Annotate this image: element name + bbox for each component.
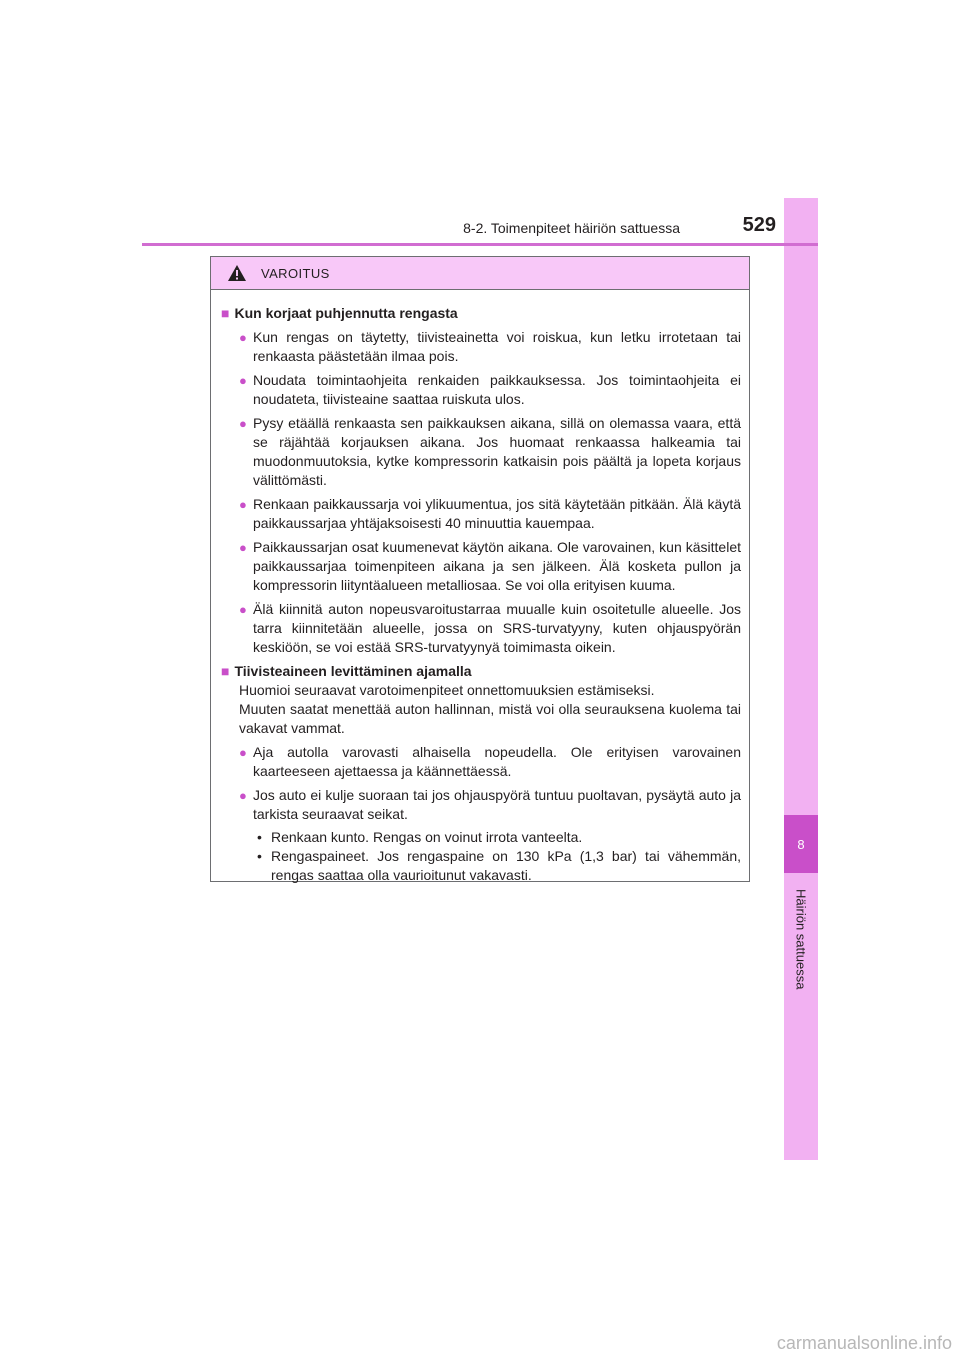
section-heading: 8-2. Toimenpiteet häiriön sattuessa xyxy=(463,220,680,236)
dot-bullet-icon: • xyxy=(257,829,262,845)
list-item: ● Aja autolla varovasti alhaisella nopeudella. Ole erityisen varovainen kaarteeseen ajettaessa ja käännettäessä. xyxy=(239,744,741,779)
header-rule xyxy=(142,243,818,246)
list-item: ● Noudata toimintaohjeita renkaiden paikkauksessa. Jos toimintaohjeita ei noudateta, tiivisteaine saattaa ruiskuta ulos. xyxy=(239,372,741,407)
list-item: ● Paikkaussarjan osat kuumenevat käytön aikana. Ole varovainen, kun käsittelet paikkaussarjaa toimenpiteen aikana ja sen jälkeen. Älä kosketa pullon ja kompressorin liityntäalueen metalliosaa. Se voi olla erityisen kuuma. xyxy=(239,539,741,593)
circle-bullet-icon: ● xyxy=(239,540,247,555)
circle-bullet-icon: ● xyxy=(239,602,247,617)
square-bullet-icon: ■ xyxy=(221,663,230,679)
list-item: ● Pysy etäällä renkaasta sen paikkauksen aikana, sillä on olemassa vaara, että se räjähtää korjauksen aikana. Jos huomaat renkaassa halkeamia tai muodonmuutoksia, kytke kompressorin katkaisin pois päältä ja lopeta korjaus välittömästi. xyxy=(239,415,741,488)
page-number: 529 xyxy=(742,214,776,236)
circle-bullet-icon: ● xyxy=(239,330,247,345)
warning-header xyxy=(211,257,749,290)
chapter-title-vertical xyxy=(784,878,818,1000)
intro-text: Huomioi seuraavat varotoimenpiteet onnettomuuksien estämiseksi. xyxy=(239,682,655,698)
circle-bullet-icon: ● xyxy=(239,416,247,431)
circle-bullet-icon: ● xyxy=(239,788,247,803)
circle-bullet-icon: ● xyxy=(239,497,247,512)
list-item: ● Renkaan paikkaussarja voi ylikuumentua, jos sitä käytetään pitkään. Älä käytä paikkaussarjaa yhtäjaksoisesti 40 minuuttia kauempaa. xyxy=(239,496,741,531)
chapter-number: 8 xyxy=(784,815,818,873)
warning-body xyxy=(211,290,749,885)
section-title-sealant: ■ Tiivisteaineen levittäminen ajamalla xyxy=(221,663,472,679)
sub-list-item: • Renkaan kunto. Rengas on voinut irrota vanteelta. xyxy=(257,829,583,845)
warning-triangle-icon xyxy=(227,264,247,282)
intro-text: Muuten saatat menettää auton hallinnan, mistä voi olla seurauksena kuolema tai vakavat vammat. xyxy=(239,701,741,736)
circle-bullet-icon: ● xyxy=(239,373,247,388)
warning-box xyxy=(210,256,750,882)
circle-bullet-icon: ● xyxy=(239,745,247,760)
sub-list-item: • Rengaspaineet. Jos rengaspaine on 130 kPa (1,3 bar) tai vähemmän, rengas saattaa olla vaurioitunut vakavasti. xyxy=(257,848,741,883)
section-title-repair: ■ Kun korjaat puhjennutta rengasta xyxy=(221,305,458,321)
list-item: ● Jos auto ei kulje suoraan tai jos ohjauspyörä tuntuu puoltavan, pysäytä auto ja tarkista seuraavat seikat. xyxy=(239,787,741,822)
square-bullet-icon: ■ xyxy=(221,305,230,321)
watermark: carmanualsonline.info xyxy=(776,1333,952,1353)
list-item: ● Älä kiinnitä auton nopeusvaroitustarraa muualle kuin osoitetulle alueelle. Jos tarra kiinnitetään alueelle, jossa on SRS-turvatyyny, kuten ohjauspyörän keskiöön, se voi estää SRS-turvatyynyä toimimasta oikein. xyxy=(239,601,741,655)
warning-title: VAROITUS xyxy=(261,265,330,281)
list-item: ● Kun rengas on täytetty, tiivisteainetta voi roiskua, kun letku irrotetaan tai renkaasta päästetään ilmaa pois. xyxy=(239,329,741,364)
chapter-side-tab xyxy=(784,198,818,1160)
chapter-title: Häiriön sattuessa xyxy=(793,888,809,990)
dot-bullet-icon: • xyxy=(257,848,262,864)
